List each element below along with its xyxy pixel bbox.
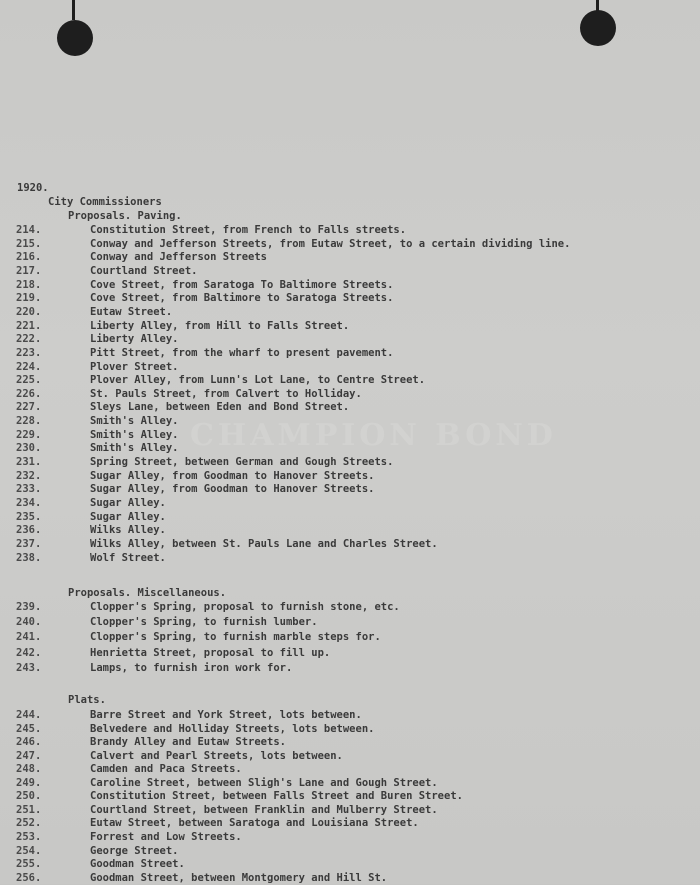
item-number: 227.	[16, 401, 42, 414]
item-number: 253.	[16, 830, 42, 843]
item-text: Sugar Alley, from Goodman to Hanover Streets.	[90, 483, 375, 496]
item-text: George Street.	[90, 844, 179, 857]
item-number: 240.	[16, 616, 42, 629]
item-text: Barre Street and York Street, lots between.	[90, 709, 362, 721]
item-text: Smith's Alley.	[90, 428, 179, 441]
item-number: 236.	[16, 524, 42, 537]
item-number: 226.	[16, 387, 42, 400]
binder-clip-left-stem	[72, 0, 75, 20]
item-number: 220.	[16, 305, 42, 318]
item-number: 232.	[16, 469, 42, 482]
item-number: 217.	[16, 264, 42, 277]
item-number: 221.	[16, 319, 42, 332]
item-text: Wilks Alley.	[90, 524, 166, 537]
item-text: Sleys Lane, between Eden and Bond Street.	[90, 401, 350, 414]
item-text: Constitution Street, between Falls Street and Buren Street.	[90, 790, 463, 803]
document-year: 1920.	[17, 182, 49, 194]
item-number: 242.	[16, 646, 42, 659]
item-text: Henrietta Street, proposal to fill up.	[90, 646, 331, 659]
item-text: Brandy Alley and Eutaw Streets.	[90, 736, 286, 749]
item-number: 235.	[16, 510, 42, 523]
item-number: 218.	[16, 278, 42, 291]
item-number: 228.	[16, 415, 42, 428]
item-number: 256.	[16, 871, 42, 884]
item-number: 216.	[16, 251, 42, 264]
item-number: 243.	[16, 661, 42, 674]
item-text: Courtland Street, between Franklin and Mulberry Street.	[90, 803, 438, 816]
item-number: 237.	[16, 537, 42, 550]
item-number: 249.	[16, 776, 42, 789]
item-text: Eutaw Street.	[90, 305, 173, 318]
item-text: Plover Street.	[90, 360, 179, 373]
item-text: Camden and Paca Streets.	[90, 763, 242, 776]
item-text: Constitution Street, from French to Falls streets.	[90, 224, 407, 236]
item-text: Courtland Street.	[90, 264, 198, 277]
item-text: Sugar Alley.	[90, 510, 166, 523]
item-text: Conway and Jefferson Streets	[90, 251, 268, 264]
item-number: 255.	[16, 858, 42, 871]
item-number: 254.	[16, 844, 42, 857]
item-number: 251.	[16, 803, 42, 816]
item-text: Wolf Street.	[90, 551, 166, 564]
item-number: 252.	[16, 817, 42, 830]
item-text: Cove Street, from Saratoga To Baltimore Streets.	[90, 278, 394, 291]
item-text: Forrest and Low Streets.	[90, 830, 242, 843]
section-heading: Plats.	[68, 694, 106, 706]
item-number: 219.	[16, 292, 42, 305]
item-number: 244.	[16, 709, 42, 721]
item-text: St. Pauls Street, from Calvert to Holliday.	[90, 387, 362, 400]
item-text: Clopper's Spring, proposal to furnish stone, etc.	[90, 601, 400, 613]
item-text: Liberty Alley, from Hill to Falls Street.	[90, 319, 350, 332]
item-text: Smith's Alley.	[90, 415, 179, 428]
item-text: Clopper's Spring, to furnish marble steps for.	[90, 631, 381, 644]
item-text: Liberty Alley.	[90, 333, 179, 346]
item-number: 230.	[16, 442, 42, 455]
item-number: 248.	[16, 763, 42, 776]
item-number: 214.	[16, 224, 42, 236]
item-text: Clopper's Spring, to furnish lumber.	[90, 616, 318, 629]
item-text: Calvert and Pearl Streets, lots between.	[90, 749, 343, 762]
item-text: Sugar Alley, from Goodman to Hanover Streets.	[90, 469, 375, 482]
item-text: Goodman Street.	[90, 858, 185, 871]
item-text: Smith's Alley.	[90, 442, 179, 455]
item-number: 231.	[16, 456, 42, 469]
item-text: Lamps, to furnish iron work for.	[90, 661, 293, 674]
item-text: Cove Street, from Baltimore to Saratoga Streets.	[90, 292, 394, 305]
item-number: 234.	[16, 497, 42, 509]
item-number: 247.	[16, 749, 42, 762]
item-number: 238.	[16, 551, 42, 564]
item-number: 215.	[16, 237, 42, 250]
item-number: 222.	[16, 333, 42, 346]
item-number: 246.	[16, 736, 42, 749]
item-text: Wilks Alley, between St. Pauls Lane and Charles Street.	[90, 537, 438, 550]
punch-hole-left-icon	[57, 20, 93, 56]
item-text: Eutaw Street, between Saratoga and Louisiana Street.	[90, 817, 419, 830]
section-heading: Proposals. Miscellaneous.	[68, 587, 227, 599]
item-number: 239.	[16, 601, 42, 613]
department-heading: City Commissioners	[48, 196, 162, 208]
paper-watermark: CHAMPION BOND	[190, 418, 557, 453]
punch-hole-right-icon	[580, 10, 616, 46]
item-number: 250.	[16, 790, 42, 803]
item-text: Pitt Street, from the wharf to present pavement.	[90, 346, 394, 359]
item-text: Belvedere and Holliday Streets, lots between.	[90, 722, 375, 735]
item-number: 245.	[16, 722, 42, 735]
item-number: 223.	[16, 346, 42, 359]
item-text: Conway and Jefferson Streets, from Eutaw Street, to a certain dividing line.	[90, 237, 571, 250]
item-number: 233.	[16, 483, 42, 496]
item-number: 225.	[16, 374, 42, 387]
item-text: Spring Street, between German and Gough Streets.	[90, 456, 394, 469]
item-text: Goodman Street, between Montgomery and Hill St.	[90, 871, 388, 884]
item-text: Sugar Alley.	[90, 497, 166, 509]
item-text: Caroline Street, between Sligh's Lane and Gough Street.	[90, 776, 438, 789]
section-heading: Proposals. Paving.	[68, 210, 182, 222]
item-text: Plover Alley, from Lunn's Lot Lane, to Centre Street.	[90, 374, 426, 387]
item-number: 229.	[16, 428, 42, 441]
item-number: 241.	[16, 631, 42, 644]
item-number: 224.	[16, 360, 42, 373]
